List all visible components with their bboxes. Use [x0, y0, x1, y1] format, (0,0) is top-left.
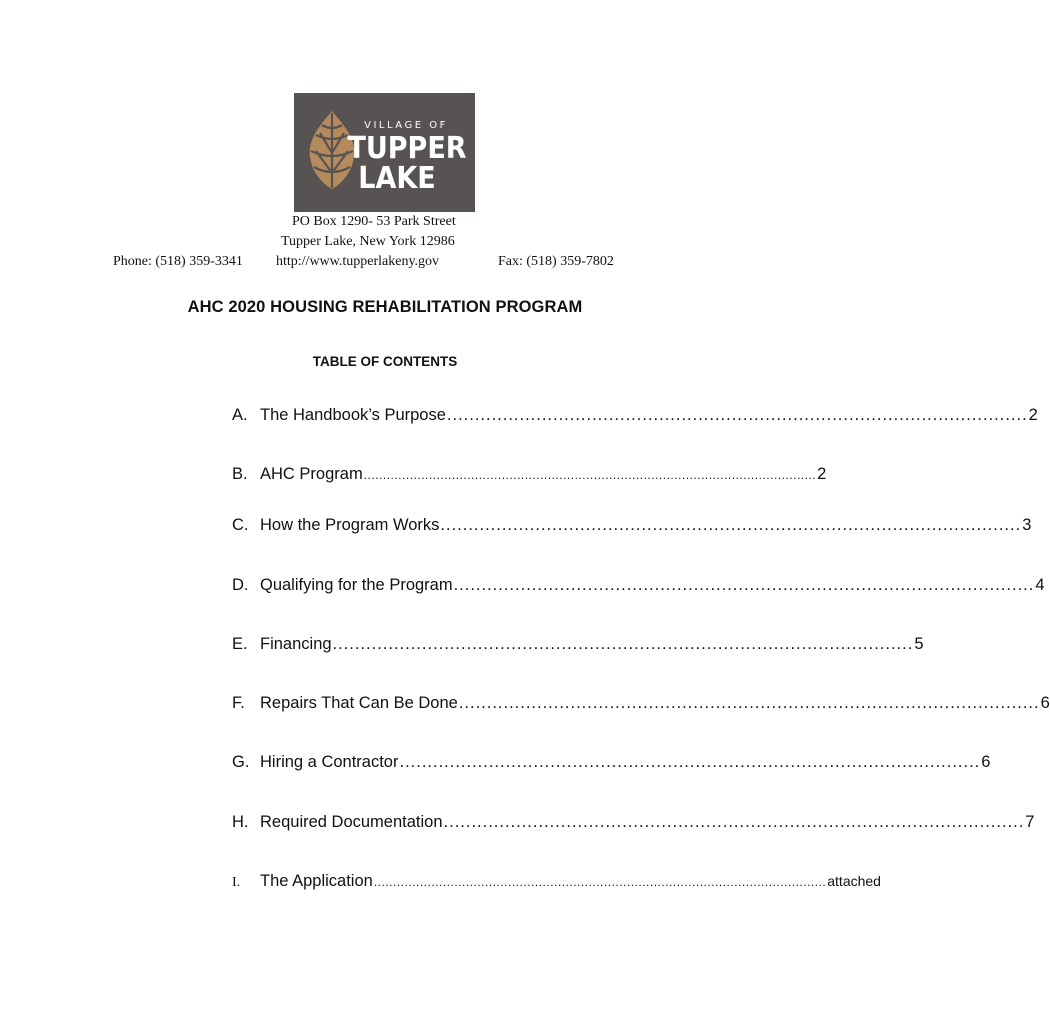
toc-letter: G.: [232, 753, 250, 771]
toc-page: attached: [827, 873, 881, 889]
toc-row[interactable]: [232, 813, 1035, 835]
toc-page: 7: [1025, 813, 1035, 831]
toc-title: How the Program Works: [260, 516, 440, 534]
toc-page: 2: [1028, 406, 1038, 424]
logo-line3: LAKE: [358, 161, 436, 196]
toc-title: Repairs That Can Be Done: [260, 694, 458, 712]
address-city: Tupper Lake, New York 12986: [281, 234, 455, 249]
toc-row[interactable]: [232, 694, 1050, 716]
toc-row[interactable]: [232, 465, 827, 487]
toc-row[interactable]: [232, 516, 1032, 538]
toc-title: AHC Program: [260, 465, 363, 483]
toc-letter: C.: [232, 516, 249, 534]
logo-line2: TUPPER: [347, 131, 467, 166]
address-website[interactable]: http://www.tupperlakeny.gov: [276, 254, 440, 269]
toc-title: Qualifying for the Program: [260, 576, 453, 594]
toc-row[interactable]: [232, 635, 924, 657]
document-title: AHC 2020 HOUSING REHABILITATION PROGRAM: [187, 298, 583, 316]
toc-row[interactable]: [232, 753, 991, 775]
toc-row[interactable]: [232, 406, 1038, 428]
toc-page: 5: [914, 635, 924, 653]
toc-title: The Handbook’s Purpose: [260, 406, 446, 424]
pinecone-icon: [294, 93, 475, 212]
toc-leader: ........................................................................................................: [446, 406, 1028, 424]
toc-letter: D.: [232, 576, 249, 594]
toc-title: Hiring a Contractor: [260, 753, 399, 771]
toc-leader: ........................................................................................................: [332, 635, 914, 653]
toc-heading: TABLE OF CONTENTS: [312, 354, 458, 369]
toc-letter: F.: [232, 694, 245, 712]
toc-row[interactable]: [232, 576, 1045, 598]
toc-page: 6: [981, 753, 991, 771]
toc-leader: ........................................................................................................: [458, 694, 1040, 712]
toc-row[interactable]: [232, 872, 881, 894]
toc-leader: ......................................................................................................................: [363, 468, 817, 482]
address-fax: Fax: (518) 359-7802: [498, 254, 614, 269]
toc-title: Required Documentation: [260, 813, 443, 831]
toc-leader: ......................................................................................................................: [373, 875, 827, 889]
village-logo: [294, 93, 475, 212]
toc-leader: ........................................................................................................: [443, 813, 1025, 831]
toc-letter: I.: [232, 875, 241, 890]
toc-leader: ........................................................................................................: [399, 753, 981, 771]
toc-page: 6: [1040, 694, 1050, 712]
toc-letter: B.: [232, 465, 248, 483]
toc-letter: H.: [232, 813, 249, 831]
toc-page: 2: [817, 465, 827, 483]
address-po-box: PO Box 1290- 53 Park Street: [292, 214, 456, 229]
toc-letter: A.: [232, 406, 248, 424]
toc-letter: E.: [232, 635, 248, 653]
address-phone: Phone: (518) 359-3341: [113, 254, 243, 269]
toc-page: 3: [1022, 516, 1032, 534]
toc-leader: ........................................................................................................: [453, 576, 1035, 594]
toc-title: The Application: [260, 872, 373, 890]
toc-title: Financing: [260, 635, 332, 653]
toc-leader: ........................................................................................................: [440, 516, 1022, 534]
logo-line1: VILLAGE OF: [364, 120, 448, 131]
toc-page: 4: [1035, 576, 1045, 594]
